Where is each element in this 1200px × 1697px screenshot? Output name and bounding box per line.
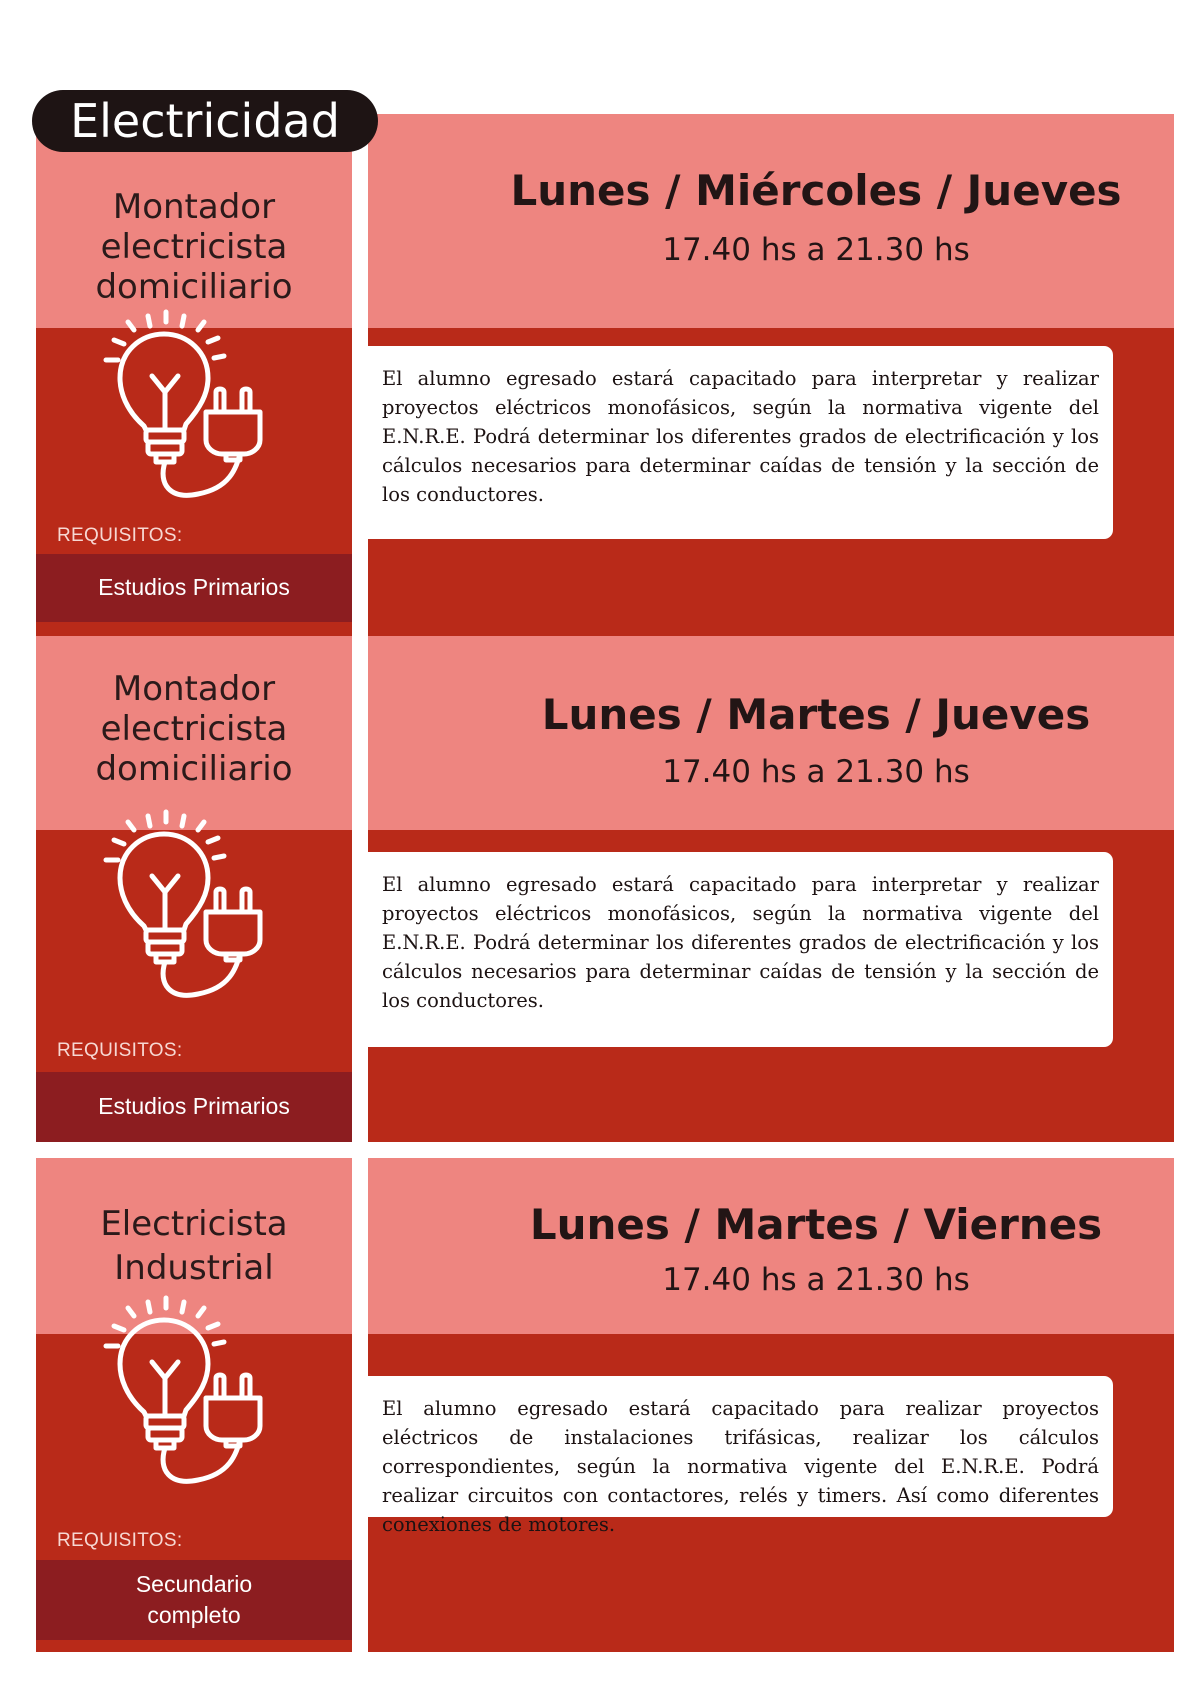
course-description: El alumno egresado estará capacitado para interpretar y realizar proyectos eléctricos monofásicos, según la normativa vigente del E.N.R.E. Podrá determinar los diferentes grados de electrificación y los cálculos necesarios para determinar caídas de tensión y la sección de los conductores. xyxy=(368,852,1113,1047)
course-section xyxy=(36,636,1166,1142)
requirements-label: REQUISITOS: xyxy=(57,1530,183,1551)
schedule-panel xyxy=(368,636,1174,830)
course-hours: 17.40 hs a 21.30 hs xyxy=(662,232,970,268)
course-info-panel xyxy=(36,328,352,636)
requirements-label: REQUISITOS: xyxy=(57,1040,183,1061)
lightbulb-plug-icon xyxy=(86,308,286,508)
schedule-panel xyxy=(368,1158,1174,1334)
description-panel xyxy=(368,1334,1174,1652)
schedule-panel xyxy=(368,114,1174,328)
course-hours: 17.40 hs a 21.30 hs xyxy=(662,754,970,790)
course-title-panel xyxy=(36,636,352,830)
lightbulb-plug-icon xyxy=(86,1294,286,1494)
requirements-box: Estudios Primarios xyxy=(36,554,352,622)
course-section xyxy=(36,1158,1166,1652)
requirements-box: Secundario completo xyxy=(36,1560,352,1640)
course-hours: 17.40 hs a 21.30 hs xyxy=(662,1262,970,1298)
description-panel xyxy=(368,328,1174,636)
requirements-box: Estudios Primarios xyxy=(36,1072,352,1142)
course-title: Electricista Industrial xyxy=(100,1203,288,1288)
course-title: Montador electricista domiciliario xyxy=(95,186,293,308)
course-info-panel xyxy=(36,830,352,1142)
course-section xyxy=(36,114,1166,636)
course-days: Lunes / Martes / Jueves xyxy=(541,690,1091,739)
requirements-label: REQUISITOS: xyxy=(57,525,183,546)
course-days: Lunes / Martes / Viernes xyxy=(529,1200,1103,1249)
category-tag: Electricidad xyxy=(32,90,378,152)
course-description: El alumno egresado estará capacitado para interpretar y realizar proyectos eléctricos monofásicos, según la normativa vigente del E.N.R.E. Podrá determinar los diferentes grados de electrificación y los cálculos necesarios para determinar caídas de tensión y la sección de los conductores. xyxy=(368,346,1113,539)
description-panel xyxy=(368,830,1174,1142)
course-days: Lunes / Miércoles / Jueves xyxy=(510,166,1122,215)
lightbulb-plug-icon xyxy=(86,808,286,1008)
course-info-panel xyxy=(36,1334,352,1652)
course-description: El alumno egresado estará capacitado para realizar proyectos eléctricos de instalaciones trifásicas, realizar los cálculos correspondientes, según la normativa vigente del E.N.R.E. Podrá realizar circuitos con contactores, relés y timers. Así como diferentes conexiones de motores. xyxy=(368,1376,1113,1517)
course-title: Montador electricista domiciliario xyxy=(95,668,293,790)
